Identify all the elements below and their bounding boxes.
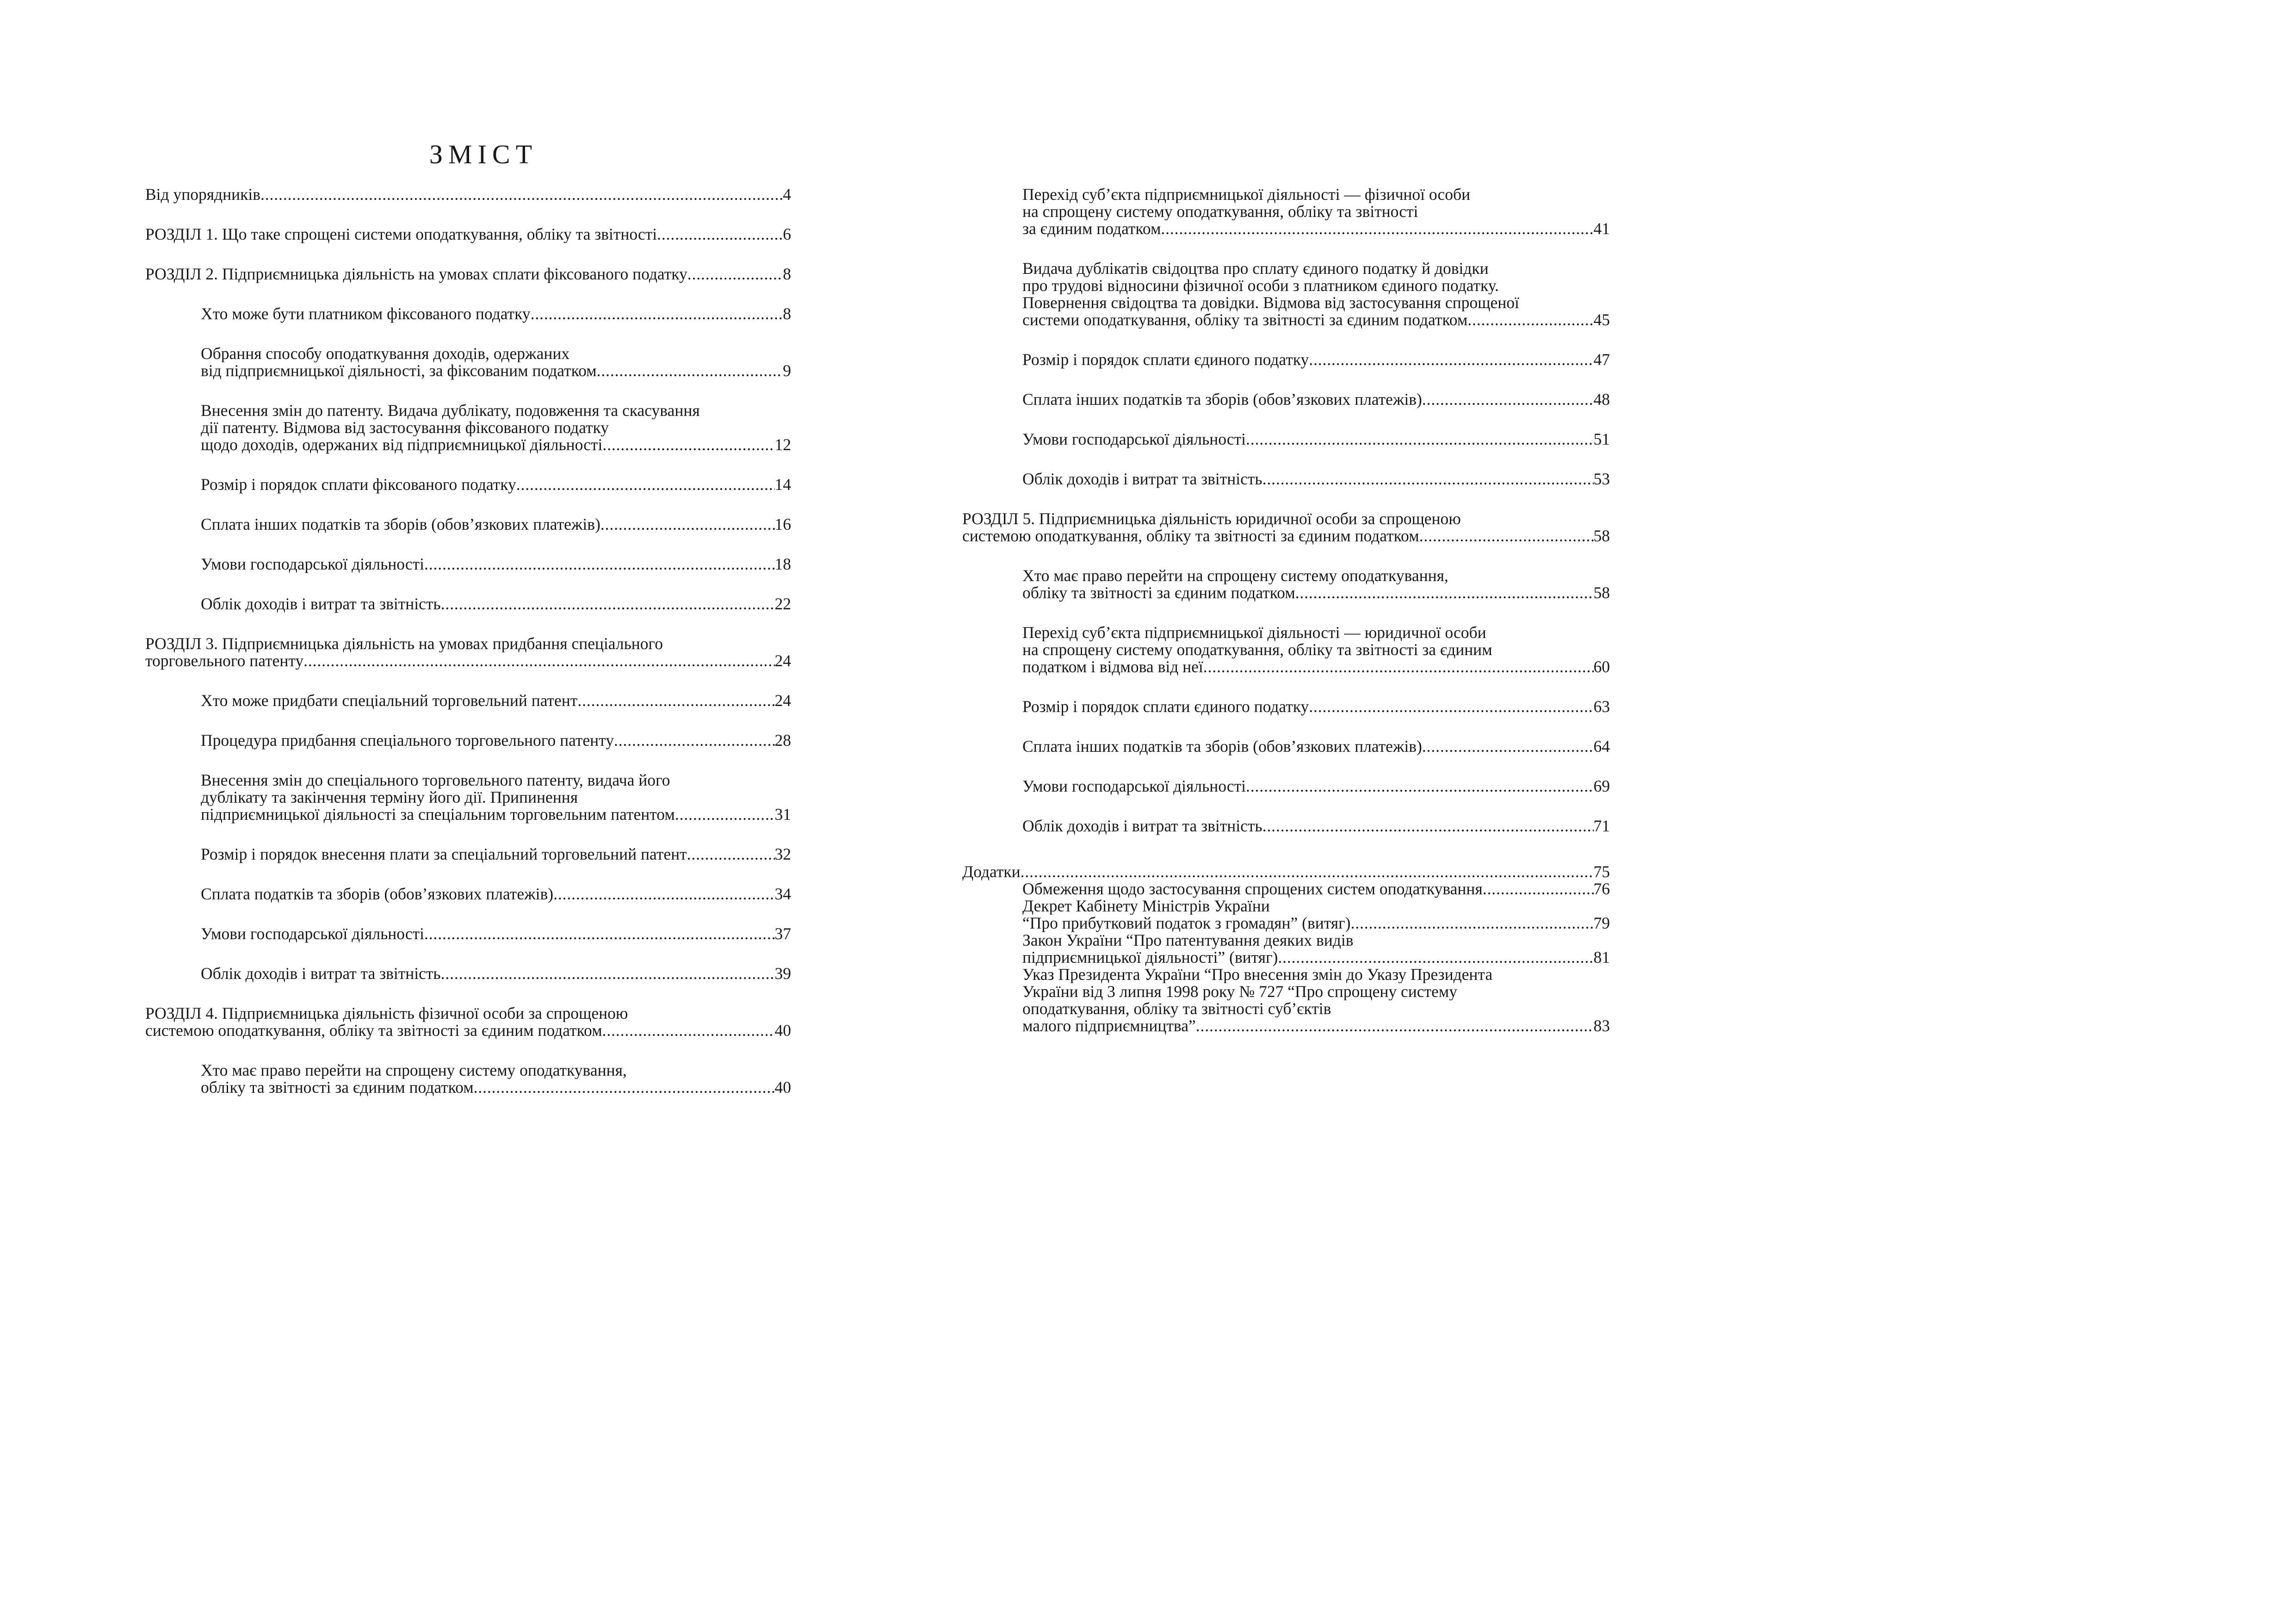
toc-page-number: 71 xyxy=(1593,817,1610,835)
toc-page-number: 83 xyxy=(1593,1016,1610,1035)
dot-leader xyxy=(260,186,783,203)
toc-subsection-entry xyxy=(145,925,791,942)
toc-entry-text: Хто може бути платником фіксованого податку xyxy=(201,304,531,323)
dot-leader xyxy=(1309,698,1593,715)
dot-leader xyxy=(687,846,775,863)
toc-page-number: 40 xyxy=(774,1078,791,1096)
toc-page-number: 31 xyxy=(774,805,791,824)
toc-subsection-entry xyxy=(962,260,1610,328)
toc-entry-text: Перехід суб’єкта підприємницької діяльності — фізичної особи xyxy=(1022,186,1471,203)
toc-page-number: 81 xyxy=(1593,948,1610,966)
toc-entry-text: Сплата інших податків та зборів (обов’язкових платежів) xyxy=(1022,390,1422,409)
toc-subsection-entry xyxy=(145,556,791,573)
toc-left-column xyxy=(145,186,791,1096)
toc-page-number: 24 xyxy=(774,651,791,670)
toc-page-number: 37 xyxy=(774,924,791,943)
dot-leader xyxy=(597,362,783,379)
toc-subsection-entry xyxy=(962,698,1610,715)
toc-entry-text: системою оподаткування, обліку та звітності за єдиним податком xyxy=(962,527,1419,545)
toc-page-number: 22 xyxy=(774,595,791,613)
toc-page-number: 64 xyxy=(1593,737,1610,756)
toc-subsection-entry xyxy=(145,846,791,863)
dot-leader xyxy=(1262,818,1594,835)
toc-entry-text: “Про прибутковий податок з громадян” (витяг) xyxy=(1022,914,1351,932)
dot-leader xyxy=(531,305,783,322)
toc-page-number: 9 xyxy=(783,361,791,380)
toc-entry-text: дії патенту. Відмова від застосування фіксованого податку xyxy=(201,419,609,436)
dot-leader xyxy=(614,732,775,749)
toc-subsection-entry xyxy=(145,1062,791,1096)
toc-entry-text: РОЗДІЛ 2. Підприємницька діяльність на умовах сплати фіксованого податку xyxy=(145,265,687,283)
toc-entry-text: Внесення змін до спеціального торговельного патенту, видача його xyxy=(201,772,670,789)
toc-page-number: 34 xyxy=(774,885,791,903)
toc-entry-text: малого підприємництва” xyxy=(1022,1016,1196,1035)
toc-entry-text: Облік доходів і витрат та звітність xyxy=(1022,470,1262,488)
toc-page-number: 76 xyxy=(1593,880,1610,898)
toc-entry-text: Облік доходів і витрат та звітність xyxy=(201,964,441,983)
dot-leader xyxy=(675,806,775,823)
toc-subsection-entry xyxy=(962,738,1610,755)
toc-entry-text: на спрощену систему оподаткування, обліку та звітності за єдиним xyxy=(1022,641,1492,658)
toc-section-entry xyxy=(145,1005,791,1039)
toc-subsection-entry xyxy=(145,692,791,709)
toc-page-number: 63 xyxy=(1593,697,1610,716)
toc-entry-text: про трудові відносини фізичної особи з платником єдиного податку. xyxy=(1022,277,1499,294)
toc-subsection-entry xyxy=(962,898,1610,932)
toc-subsection-entry xyxy=(962,966,1610,1035)
toc-entry-text: обліку та звітності за єдиним податком xyxy=(201,1078,474,1096)
toc-entry-text: щодо доходів, одержаних від підприємницької діяльності xyxy=(201,435,603,454)
toc-subsection-entry xyxy=(962,431,1610,448)
toc-entry-text: Видача дублікатів свідоцтва про сплату єдиного податку й довідки xyxy=(1022,260,1489,277)
toc-entry-text: РОЗДІЛ 1. Що таке спрощені системи оподаткування, обліку та звітності xyxy=(145,225,657,243)
dot-leader xyxy=(424,556,774,573)
dot-leader xyxy=(1278,949,1593,966)
toc-subsection-entry xyxy=(145,305,791,322)
toc-entry-text: Додатки xyxy=(962,862,1021,881)
toc-entry-text: від підприємницької діяльності, за фіксованим податком xyxy=(201,361,597,380)
toc-page-number: 53 xyxy=(1593,470,1610,488)
dot-leader xyxy=(1422,391,1594,408)
toc-page-number: 6 xyxy=(783,225,791,243)
toc-page-number: 75 xyxy=(1593,862,1610,881)
toc-entry-text: Хто може придбати спеціальний торговельний патент xyxy=(201,691,578,710)
dot-leader xyxy=(1262,471,1594,488)
dot-leader xyxy=(1419,527,1594,545)
toc-entry-text: РОЗДІЛ 4. Підприємницька діяльність фізичної особи за спрощеною xyxy=(145,1005,628,1022)
dot-leader xyxy=(1350,915,1593,932)
toc-section-entry xyxy=(962,863,1610,880)
toc-entry-text: податком і відмова від неї xyxy=(1022,657,1203,676)
toc-entry-text: Указ Президента України “Про внесення змін до Указу Президента xyxy=(1022,966,1493,983)
toc-entry-text: системою оподаткування, обліку та звітності за єдиним податком xyxy=(145,1021,602,1040)
toc-page-number: 16 xyxy=(774,515,791,533)
toc-entry-text: Умови господарської діяльності xyxy=(1022,777,1246,795)
toc-entry-text: обліку та звітності за єдиним податком xyxy=(1022,583,1295,602)
toc-entry-text: Сплата податків та зборів (обов’язкових платежів) xyxy=(201,885,554,903)
toc-subsection-entry xyxy=(145,516,791,533)
dot-leader xyxy=(1467,311,1593,328)
toc-section-entry xyxy=(962,510,1610,545)
dot-leader xyxy=(600,516,775,533)
toc-page-number: 69 xyxy=(1593,777,1610,795)
dot-leader xyxy=(577,692,774,709)
toc-entry-text: Умови господарської діяльності xyxy=(1022,430,1246,448)
toc-subsection-entry xyxy=(145,402,791,453)
toc-section-entry xyxy=(145,635,791,669)
toc-entry-text: Процедура придбання спеціального торговельного патенту xyxy=(201,731,614,750)
toc-subsection-entry xyxy=(145,345,791,379)
dot-leader xyxy=(1422,738,1594,755)
toc-page-number: 47 xyxy=(1593,350,1610,369)
toc-entry-text: РОЗДІЛ 3. Підприємницька діяльність на умовах придбання спеціального xyxy=(145,635,663,652)
toc-entry-text: Розмір і порядок сплати єдиного податку xyxy=(1022,350,1309,369)
dot-leader xyxy=(1203,658,1594,675)
toc-page-number: 8 xyxy=(783,265,791,283)
page-title: ЗМІСТ xyxy=(429,139,538,169)
dot-leader xyxy=(474,1079,775,1096)
toc-subsection-entry xyxy=(145,772,791,823)
toc-page-number: 45 xyxy=(1593,310,1610,329)
toc-entry-text: Умови господарської діяльності xyxy=(201,555,425,573)
toc-page-number: 14 xyxy=(774,475,791,494)
toc-subsection-entry xyxy=(962,778,1610,795)
toc-page-number: 58 xyxy=(1593,583,1610,602)
toc-entry-text: Перехід суб’єкта підприємницької діяльності — юридичної особи xyxy=(1022,624,1486,641)
toc-page-number: 4 xyxy=(783,185,791,204)
toc-right-column xyxy=(962,186,1610,1035)
toc-subsection-entry xyxy=(962,818,1610,835)
dot-leader xyxy=(424,925,774,942)
toc-entry-text: системи оподаткування, обліку та звітності за єдиним податком xyxy=(1022,310,1468,329)
toc-page-number: 32 xyxy=(774,845,791,863)
dot-leader xyxy=(602,1022,775,1039)
toc-entry-text: Повернення свідоцтва та довідки. Відмова від застосування спрощеної xyxy=(1022,294,1519,311)
toc-subsection-entry xyxy=(962,624,1610,675)
dot-leader xyxy=(687,266,783,283)
toc-entry-text: Внесення змін до патенту. Видача дублікату, подовження та скасування xyxy=(201,402,700,419)
toc-entry-text: Сплата інших податків та зборів (обов’язкових платежів) xyxy=(201,515,600,533)
toc-page-number: 8 xyxy=(783,304,791,323)
toc-entry-text: Облік доходів і витрат та звітність xyxy=(201,595,441,613)
dot-leader xyxy=(553,886,774,903)
toc-entry-text: Обрання способу оподаткування доходів, одержаних xyxy=(201,345,570,362)
toc-entry-text: Розмір і порядок внесення плати за спеціальний торговельний патент xyxy=(201,845,687,863)
toc-entry-text: України від 3 липня 1998 року № 727 “Про спрощену систему xyxy=(1022,983,1457,1000)
toc-entry-text: Сплата інших податків та зборів (обов’язкових платежів) xyxy=(1022,737,1422,756)
toc-entry-text: на спрощену систему оподаткування, обліку та звітності xyxy=(1022,203,1418,220)
dot-leader xyxy=(657,226,783,243)
toc-entry-text: підприємницької діяльності” (витяг) xyxy=(1022,948,1278,966)
dot-leader xyxy=(1295,584,1594,601)
dot-leader xyxy=(1483,880,1594,898)
toc-entry-text: Хто має право перейти на спрощену систему оподаткування, xyxy=(201,1062,627,1079)
toc-subsection-entry xyxy=(145,886,791,903)
dot-leader xyxy=(1246,431,1593,448)
dot-leader xyxy=(1246,778,1593,795)
toc-page-number: 18 xyxy=(774,555,791,573)
toc-entry-text: Облік доходів і витрат та звітність xyxy=(1022,817,1262,835)
dot-leader xyxy=(1161,220,1593,237)
toc-page-number: 41 xyxy=(1593,219,1610,238)
toc-entry-text: Декрет Кабінету Міністрів України xyxy=(1022,898,1270,915)
toc-section-entry xyxy=(145,266,791,283)
toc-subsection-entry xyxy=(962,471,1610,488)
toc-subsection-entry xyxy=(145,732,791,749)
toc-subsection-entry xyxy=(962,880,1610,898)
toc-subsection-entry xyxy=(145,965,791,982)
dot-leader xyxy=(1021,863,1594,880)
toc-entry-text: Розмір і порядок сплати фіксованого податку xyxy=(201,475,516,494)
toc-page-number: 79 xyxy=(1593,914,1610,932)
toc-entry-text: Умови господарської діяльності xyxy=(201,924,425,943)
toc-subsection-entry xyxy=(962,351,1610,368)
toc-page-number: 58 xyxy=(1593,527,1610,545)
toc-entry-text: Закон України “Про патентування деяких видів xyxy=(1022,932,1354,949)
toc-subsection-entry xyxy=(145,595,791,613)
toc-subsection-entry xyxy=(145,476,791,493)
dot-leader xyxy=(1196,1017,1594,1035)
toc-page-number: 24 xyxy=(774,691,791,710)
toc-page-number: 60 xyxy=(1593,657,1610,676)
toc-entry-text: Хто має право перейти на спрощену систему оподаткування, xyxy=(1022,567,1448,584)
toc-subsection-entry xyxy=(962,186,1610,237)
toc-entry-text: Обмеження щодо застосування спрощених систем оподаткування xyxy=(1022,880,1483,898)
dot-leader xyxy=(516,476,775,493)
toc-subsection-entry xyxy=(962,567,1610,601)
toc-entry-text: Розмір і порядок сплати єдиного податку xyxy=(1022,697,1309,716)
toc-page-number: 12 xyxy=(774,435,791,454)
toc-page-number: 28 xyxy=(774,731,791,750)
dot-leader xyxy=(1309,351,1593,368)
toc-entry-text: підприємницької діяльності за спеціальним торговельним патентом xyxy=(201,805,675,824)
toc-entry-text: РОЗДІЛ 5. Підприємницька діяльність юридичної особи за спрощеною xyxy=(962,510,1461,527)
dot-leader xyxy=(303,652,774,669)
toc-subsection-entry xyxy=(962,932,1610,966)
dot-leader xyxy=(602,436,774,453)
toc-entry-text: дублікату та закінчення терміну його дії. Припинення xyxy=(201,789,578,806)
toc-page-number: 39 xyxy=(774,964,791,983)
toc-entry-text: за єдиним податком xyxy=(1022,219,1161,238)
toc-page-number: 51 xyxy=(1593,430,1610,448)
toc-entry-text: торговельного патенту xyxy=(145,651,304,670)
dot-leader xyxy=(441,595,775,613)
dot-leader xyxy=(441,965,775,982)
toc-entry-text: оподаткування, обліку та звітності суб’єктів xyxy=(1022,1000,1331,1017)
toc-section-entry xyxy=(145,226,791,243)
toc-section-entry xyxy=(145,186,791,203)
toc-entry-text: Від упорядників xyxy=(145,185,260,204)
toc-subsection-entry xyxy=(962,391,1610,408)
toc-page-number: 40 xyxy=(774,1021,791,1040)
toc-page-number: 48 xyxy=(1593,390,1610,409)
